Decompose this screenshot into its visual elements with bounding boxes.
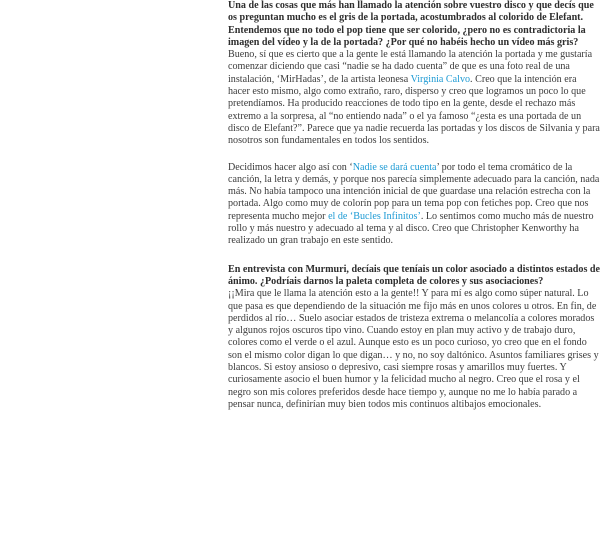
nadie-se-dara-cuenta-link[interactable]: Nadie se dará cuenta <box>352 161 437 173</box>
interview-question-1: Una de las cosas que más han llamado la atención sobre vuestro disco y que decís que os preguntan mucho es el gris de la portada, acostumbrados al colorido de Elefant. Entendemos que no todo el pop tiene que ser colorido, ¿pero no es contradictoria la imagen del vídeo y la de la portada? ¿Por qué no habéis hecho un vídeo más gris? <box>228 0 594 48</box>
article-body <box>228 0 600 411</box>
virginia-calvo-link[interactable]: Virginia Calvo <box>410 73 471 85</box>
interview-answer-1 <box>228 49 600 147</box>
section-spacer <box>228 248 600 264</box>
paragraph-spacer <box>228 148 600 162</box>
answer-2-text-1: Decidimos hacer algo así con ‘ <box>228 161 353 173</box>
interview-answer-2 <box>228 162 600 248</box>
answer-2-text-2: ’ por todo el tema cromático de la canción, la letra y demás, y porque nos parecía simplemente adecuado para la canción, nada más. No había tampoco una intención inicial de que guardase una relación estrecha con la portada. Algo como muy de colorín pop para un tema pop con fetiches pop. Creo que nos representa mucho mejor <box>228 161 600 222</box>
bucles-infinitos-link[interactable]: el de ‘Bucles Infinitos’ <box>328 210 421 222</box>
answer-1-text-start: Bueno, sí que es cierto que a la gente le está llamando la atención la portada y me gustaría comenzar diciendo que casi “nadie se ha dado cuenta” de que es una foto real de una instalación, ‘MirHadas’, de la artista leonesa <box>228 49 593 85</box>
answer-1-text-end: . Creo que la intención era hacer esto mismo, algo como extraño, raro, disperso y creo que logramos un poco lo que pretendíamos. Ha producido reacciones de todo tipo en la gente, desde el rechazo más extremo a la sorpresa, al “no entiendo nada” o el ya famoso “¿esta es una portada de un disco de Elefant?”. Parece que ya nadie recuerda las portadas y los discos de Silvania y para nosotros son fundamentales en todos los sentidos. <box>228 73 600 147</box>
interview-question-2: En entrevista con Murmuri, decíais que teníais un color asociado a distintos estados de ánimo. ¿Podríais darnos la paleta completa de colores y sus asociaciones? <box>228 263 600 287</box>
interview-answer-3: ¡¡Mira que le llama la atención esto a la gente!! Y para mí es algo como súper natural. Lo que pasa es que dependiendo de la situación me fijo más en unos colores u otros. En fin, de perdidos al río… Suelo asociar estados de tristeza extrema o melancolía a colores morados y algunos rojos oscuros tipo vino. Cuando estoy en plan muy activo y de trabajo duro, colores como el verde o el azul. Aunque esto es un poco curioso, yo creo que en el fondo son el mismo color digan lo que digan… y no, no soy daltónico. Asuntos familiares grises y blancos. Si estoy ansioso o depresivo, casi siempre rosas y amarillos muy fuertes. Y curiosamente asocio el buen humor y la felicidad mucho al negro. Creo que el rosa y el negro son mis colores preferidos desde hace tiempo y, aunque no me lo había parado a pensar nunca, definirían muy bien todos mis continuos altibajos emocionales. <box>228 288 599 410</box>
answer-2-text-3: . Lo sentimos como mucho más de nuestro rollo y más nuestro y adecuado al tema y al disco. Creo que Christopher Kenworthy ha realizado un gran trabajo en este sentido. <box>228 210 594 247</box>
